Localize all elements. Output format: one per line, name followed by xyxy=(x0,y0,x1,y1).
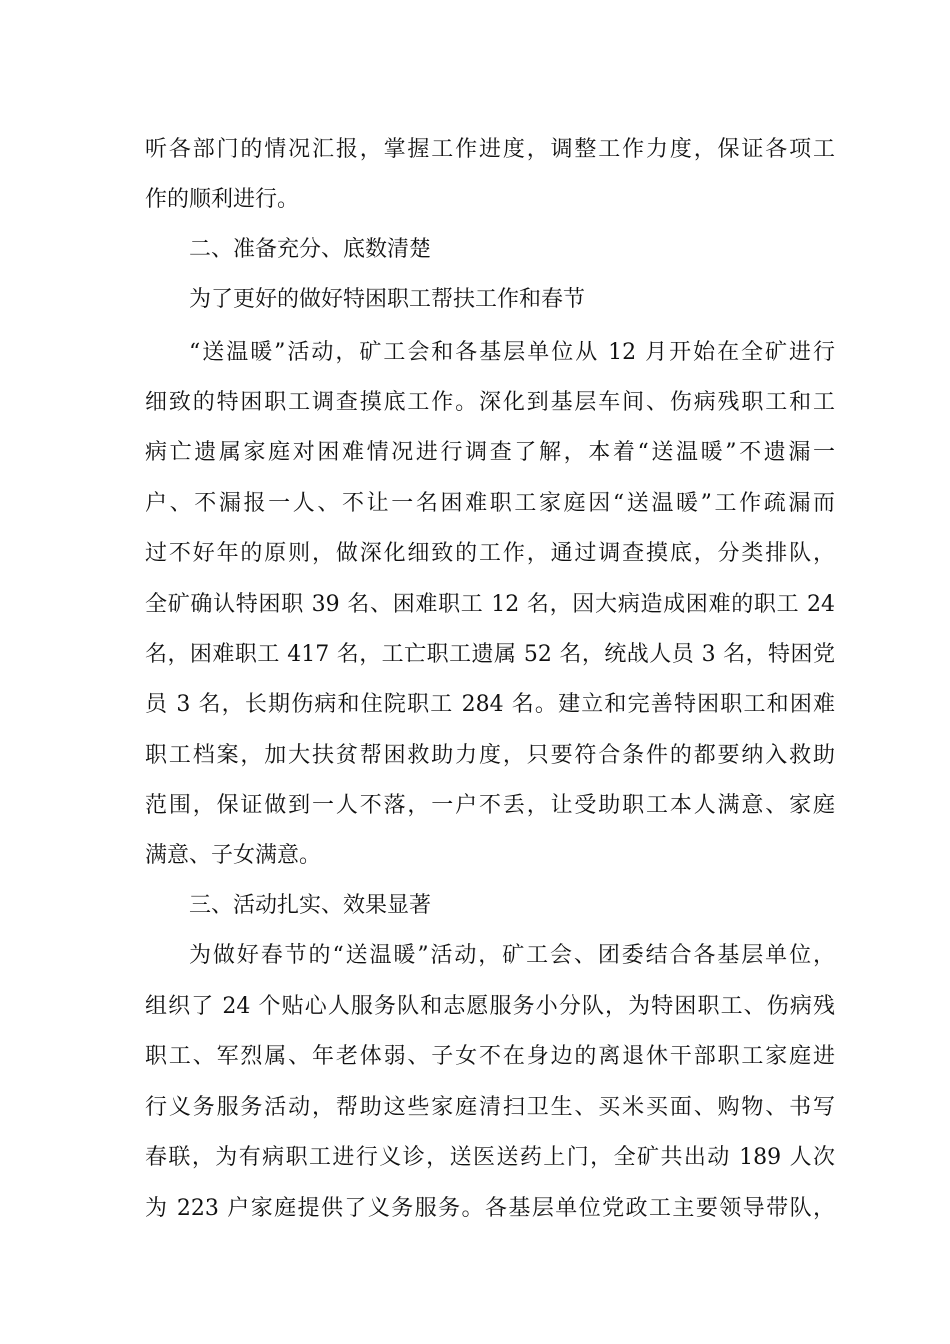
text-line: 行义务服务活动，帮助这些家庭清扫卫生、买米买面、购物、书写 xyxy=(145,1095,835,1120)
text-line: 过不好年的原则，做深化细致的工作，通过调查摸底，分类排队， xyxy=(145,541,835,566)
text-line: 名，困难职工 417 名，工亡职工遗属 52 名，统战人员 3 名，特困党 xyxy=(145,642,835,667)
text-line: 为做好春节的“送温暖”活动，矿工会、团委结合各基层单位， xyxy=(189,943,835,968)
text-line: 细致的特困职工调查摸底工作。深化到基层车间、伤病残职工和工 xyxy=(145,390,835,415)
text-line: “送温暖”活动，矿工会和各基层单位从 12 月开始在全矿进行 xyxy=(189,340,835,365)
text-line: 病亡遗属家庭对困难情况进行调查了解，本着“送温暖”不遗漏一 xyxy=(145,440,835,465)
text-line: 满意、子女满意。 xyxy=(145,843,322,868)
text-line: 职工、军烈属、年老体弱、子女不在身边的离退休干部职工家庭进 xyxy=(145,1044,835,1069)
text-line: 春联，为有病职工进行义诊，送医送药上门，全矿共出动 189 人次 xyxy=(145,1145,835,1170)
text-line: 员 3 名，长期伤病和住院职工 284 名。建立和完善特困职工和困难 xyxy=(145,692,835,717)
text-line: 职工档案，加大扶贫帮困救助力度，只要符合条件的都要纳入救助 xyxy=(145,743,835,768)
text-line: 为了更好的做好特困职工帮扶工作和春节 xyxy=(189,287,586,312)
text-line: 组织了 24 个贴心人服务队和志愿服务小分队，为特困职工、伤病残 xyxy=(145,994,835,1019)
text-line: 户、不漏报一人、不让一名困难职工家庭因“送温暖”工作疏漏而 xyxy=(145,491,835,516)
text-line: 全矿确认特困职 39 名、困难职工 12 名，因大病造成困难的职工 24 xyxy=(145,592,835,617)
text-line: 范围，保证做到一人不落，一户不丢，让受助职工本人满意、家庭 xyxy=(145,793,835,818)
text-line: 作的顺利进行。 xyxy=(145,187,300,212)
section-heading: 三、活动扎实、效果显著 xyxy=(189,893,432,918)
section-heading: 二、准备充分、底数清楚 xyxy=(189,237,432,262)
text-line: 听各部门的情况汇报，掌握工作进度，调整工作力度，保证各项工 xyxy=(145,137,835,162)
text-line: 为 223 户家庭提供了义务服务。各基层单位党政工主要领导带队， xyxy=(145,1196,835,1221)
